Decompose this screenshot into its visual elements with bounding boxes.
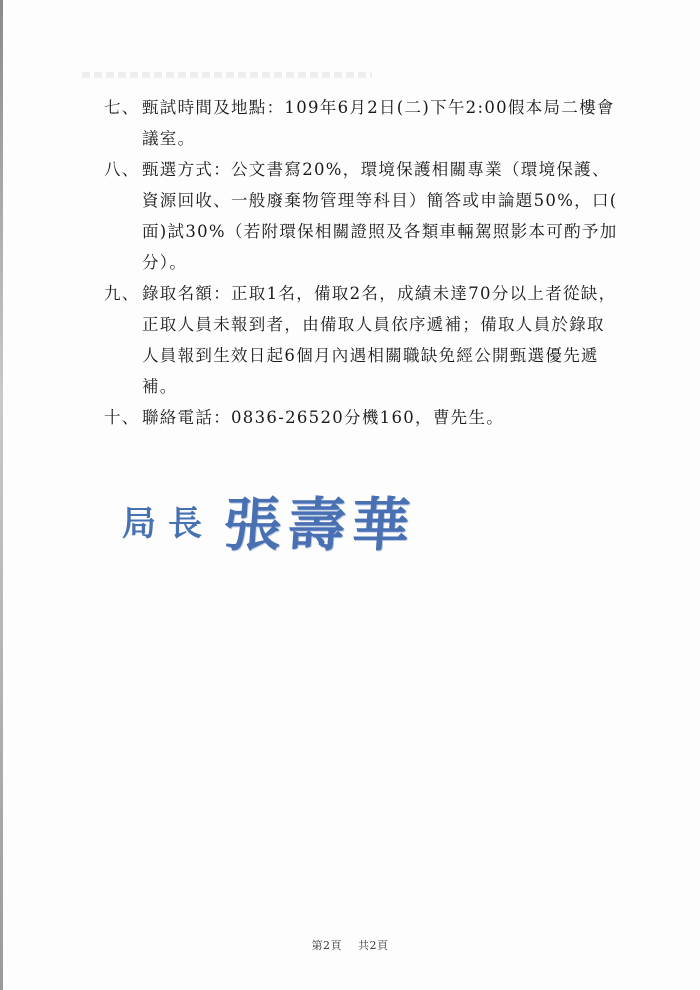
- item-list: [104, 92, 664, 433]
- page-footer: [0, 937, 700, 953]
- item-line: 面)試30%（若附環保相關證照及各類車輛駕照影本可酌予加: [142, 222, 618, 241]
- item-line: 錄取名額：正取1名，備取2名，成績未達70分以上者從缺，: [142, 284, 617, 303]
- item-line: 資源回收、一般廢棄物管理等科目）簡答或申論題50%，口(: [142, 191, 618, 210]
- item-text: [142, 154, 664, 278]
- item-line: 聯絡電話：0836-26520分機160，曹先生。: [142, 408, 505, 427]
- list-item: [104, 92, 664, 154]
- item-number: 十、: [104, 408, 140, 427]
- scan-edge: [0, 0, 3, 990]
- item-number: 八、: [104, 160, 140, 179]
- faint-header-mark: [82, 72, 372, 78]
- list-item: [104, 154, 664, 278]
- item-line: 正取人員未報到者，由備取人員依序遞補；備取人員於錄取: [142, 315, 605, 334]
- item-text: [142, 402, 664, 433]
- item-line: 甄試時間及地點：109年6月2日(二)下午2:00假本局二樓會: [142, 98, 615, 117]
- item-text: [142, 278, 664, 402]
- item-line: 人員報到生效日起6個月內遇相關職缺免經公開甄選優先遞: [142, 346, 599, 365]
- item-line: 補。: [142, 377, 178, 396]
- item-line: 議室。: [142, 129, 196, 148]
- page-total: 共2頁: [358, 939, 389, 952]
- item-line: 分）。: [142, 253, 188, 272]
- page-number: 第2頁: [311, 939, 342, 952]
- item-number: 九、: [104, 284, 140, 303]
- list-item: [104, 402, 664, 433]
- list-item: [104, 278, 664, 402]
- item-line: 甄選方式：公文書寫20%，環境保護相關專業（環境保護、: [142, 160, 610, 179]
- signature-title: 局長: [122, 503, 214, 544]
- signature-name: 張壽華: [221, 491, 419, 559]
- signature-stamp: [122, 480, 462, 560]
- item-text: [142, 92, 664, 154]
- item-number: 七、: [104, 98, 140, 117]
